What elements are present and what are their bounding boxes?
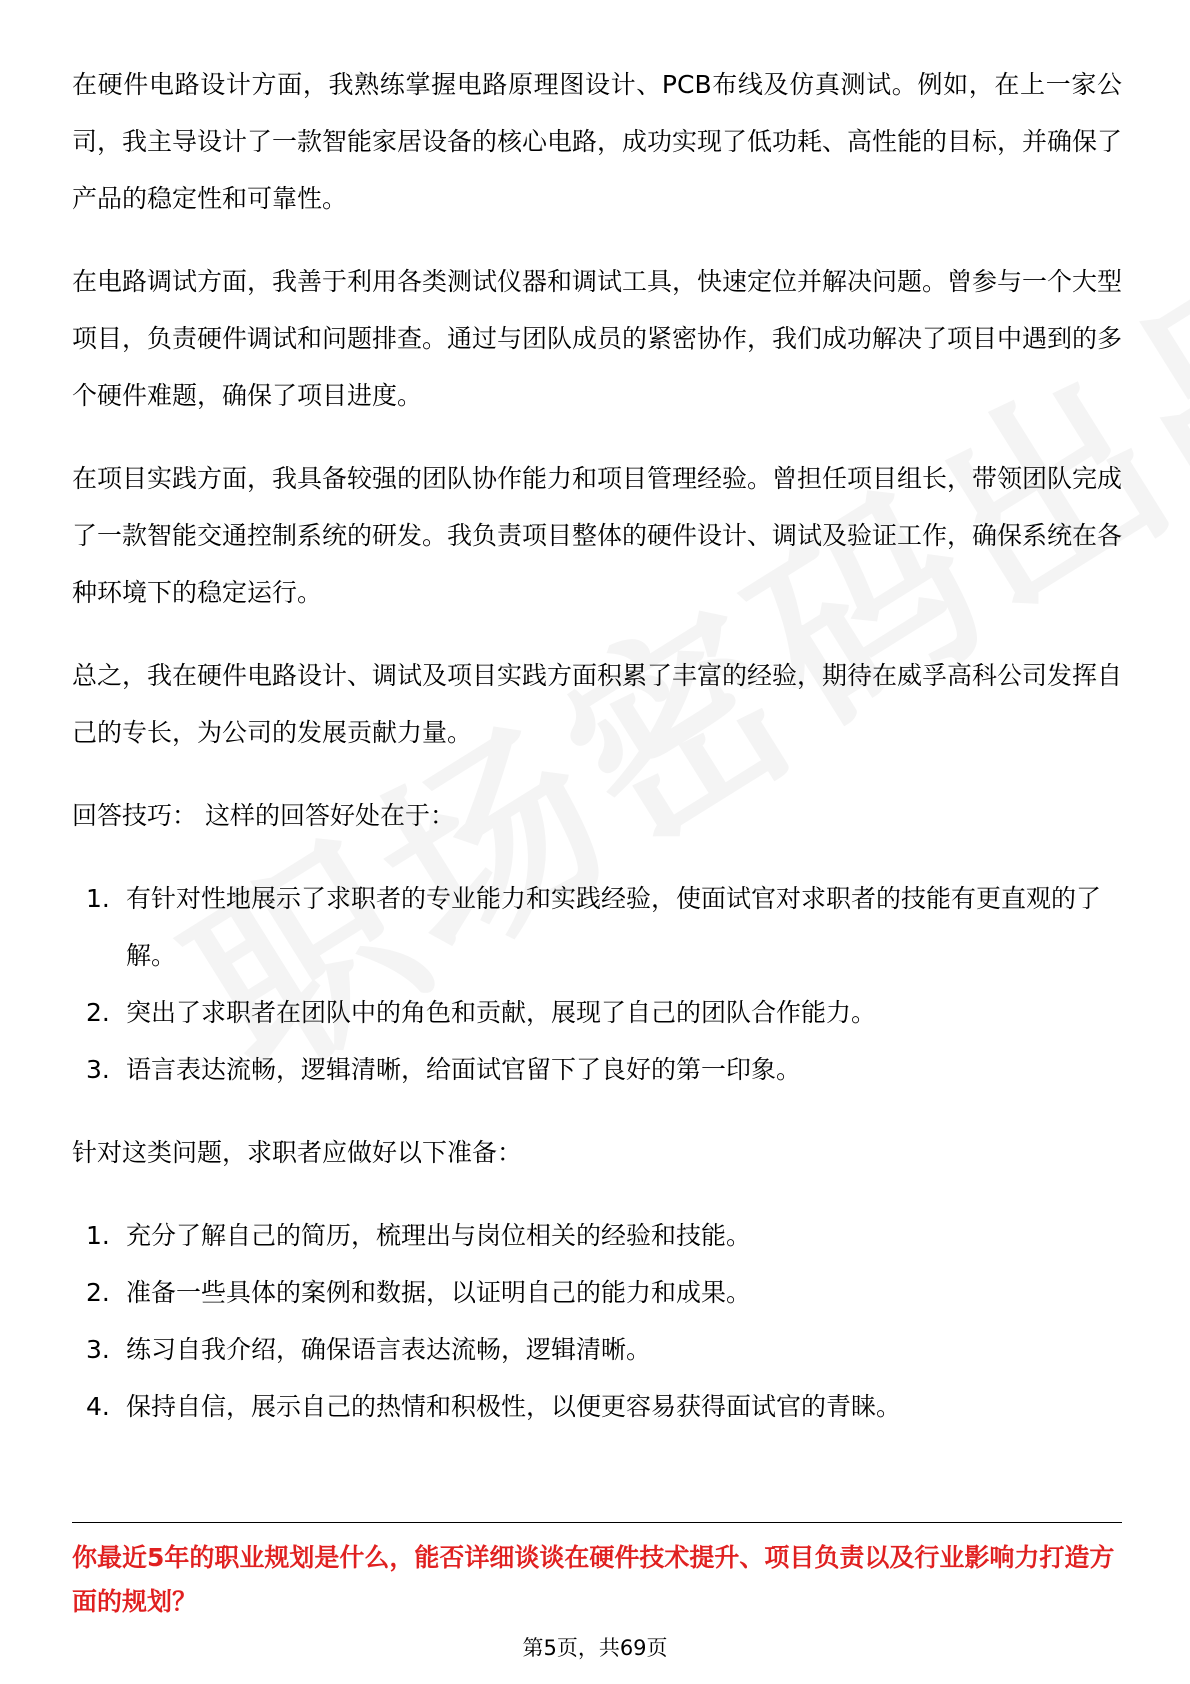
- prep-heading: 针对这类问题，求职者应做好以下准备：: [72, 1138, 523, 1167]
- list-item: [72, 870, 1122, 984]
- list-number: 1.: [86, 1221, 110, 1250]
- list-number: 1.: [86, 884, 110, 913]
- list-item: [72, 1041, 1122, 1098]
- list-number: 4.: [86, 1392, 110, 1421]
- list-item: [72, 1207, 1122, 1264]
- list-item: [72, 1378, 1122, 1435]
- section-divider: [72, 1522, 1122, 1523]
- tips-heading: 回答技巧： 这样的回答好处在于：: [72, 801, 455, 830]
- page-number: 第5页，共69页: [522, 1636, 668, 1660]
- prep-list: [72, 1207, 1122, 1435]
- paragraph-circuit-debug: 在电路调试方面，我善于利用各类测试仪器和调试工具，快速定位并解决问题。曾参与一个大型项目，负责硬件调试和问题排查。通过与团队成员的紧密协作，我们成功解决了项目中遇到的多个硬件难题，确保了项目进度。: [72, 267, 1123, 410]
- list-item: [72, 984, 1122, 1041]
- paragraph-hardware-design: 在硬件电路设计方面，我熟练掌握电路原理图设计、PCB布线及仿真测试。例如，在上一家公司，我主导设计了一款智能家居设备的核心电路，成功实现了低功耗、高性能的目标，并确保了产品的稳定性和可靠性。: [72, 70, 1123, 213]
- list-number: 2.: [86, 1278, 110, 1307]
- tips-list: [72, 870, 1122, 1098]
- list-text: 有针对性地展示了求职者的专业能力和实践经验，使面试官对求职者的技能有更直观的了解。: [126, 884, 1102, 970]
- list-text: 准备一些具体的案例和数据，以证明自己的能力和成果。: [126, 1278, 752, 1307]
- list-number: 3.: [86, 1335, 110, 1364]
- list-text: 充分了解自己的简历，梳理出与岗位相关的经验和技能。: [126, 1221, 752, 1250]
- list-text: 保持自信，展示自己的热情和积极性，以便更容易获得面试官的青睐。: [126, 1392, 902, 1421]
- list-text: 语言表达流畅，逻辑清晰，给面试官留下了良好的第一印象。: [126, 1055, 802, 1084]
- page-content: [72, 56, 1122, 1461]
- list-item: [72, 1264, 1122, 1321]
- list-text: 突出了求职者在团队中的角色和贡献，展现了自己的团队合作能力。: [126, 998, 877, 1027]
- paragraph-project-practice: 在项目实践方面，我具备较强的团队协作能力和项目管理经验。曾担任项目组长，带领团队完成了一款智能交通控制系统的研发。我负责项目整体的硬件设计、调试及验证工作，确保系统在各种环境下的稳定运行。: [72, 464, 1123, 607]
- next-question: 你最近5年的职业规划是什么，能否详细谈谈在硬件技术提升、项目负责以及行业影响力打造方面的规划？: [72, 1543, 1115, 1616]
- list-item: [72, 1321, 1122, 1378]
- list-number: 2.: [86, 998, 110, 1027]
- list-number: 3.: [86, 1055, 110, 1084]
- list-text: 练习自我介绍，确保语言表达流畅，逻辑清晰。: [126, 1335, 652, 1364]
- paragraph-summary: 总之，我在硬件电路设计、调试及项目实践方面积累了丰富的经验，期待在威孚高科公司发挥自己的专长，为公司的发展贡献力量。: [72, 661, 1123, 747]
